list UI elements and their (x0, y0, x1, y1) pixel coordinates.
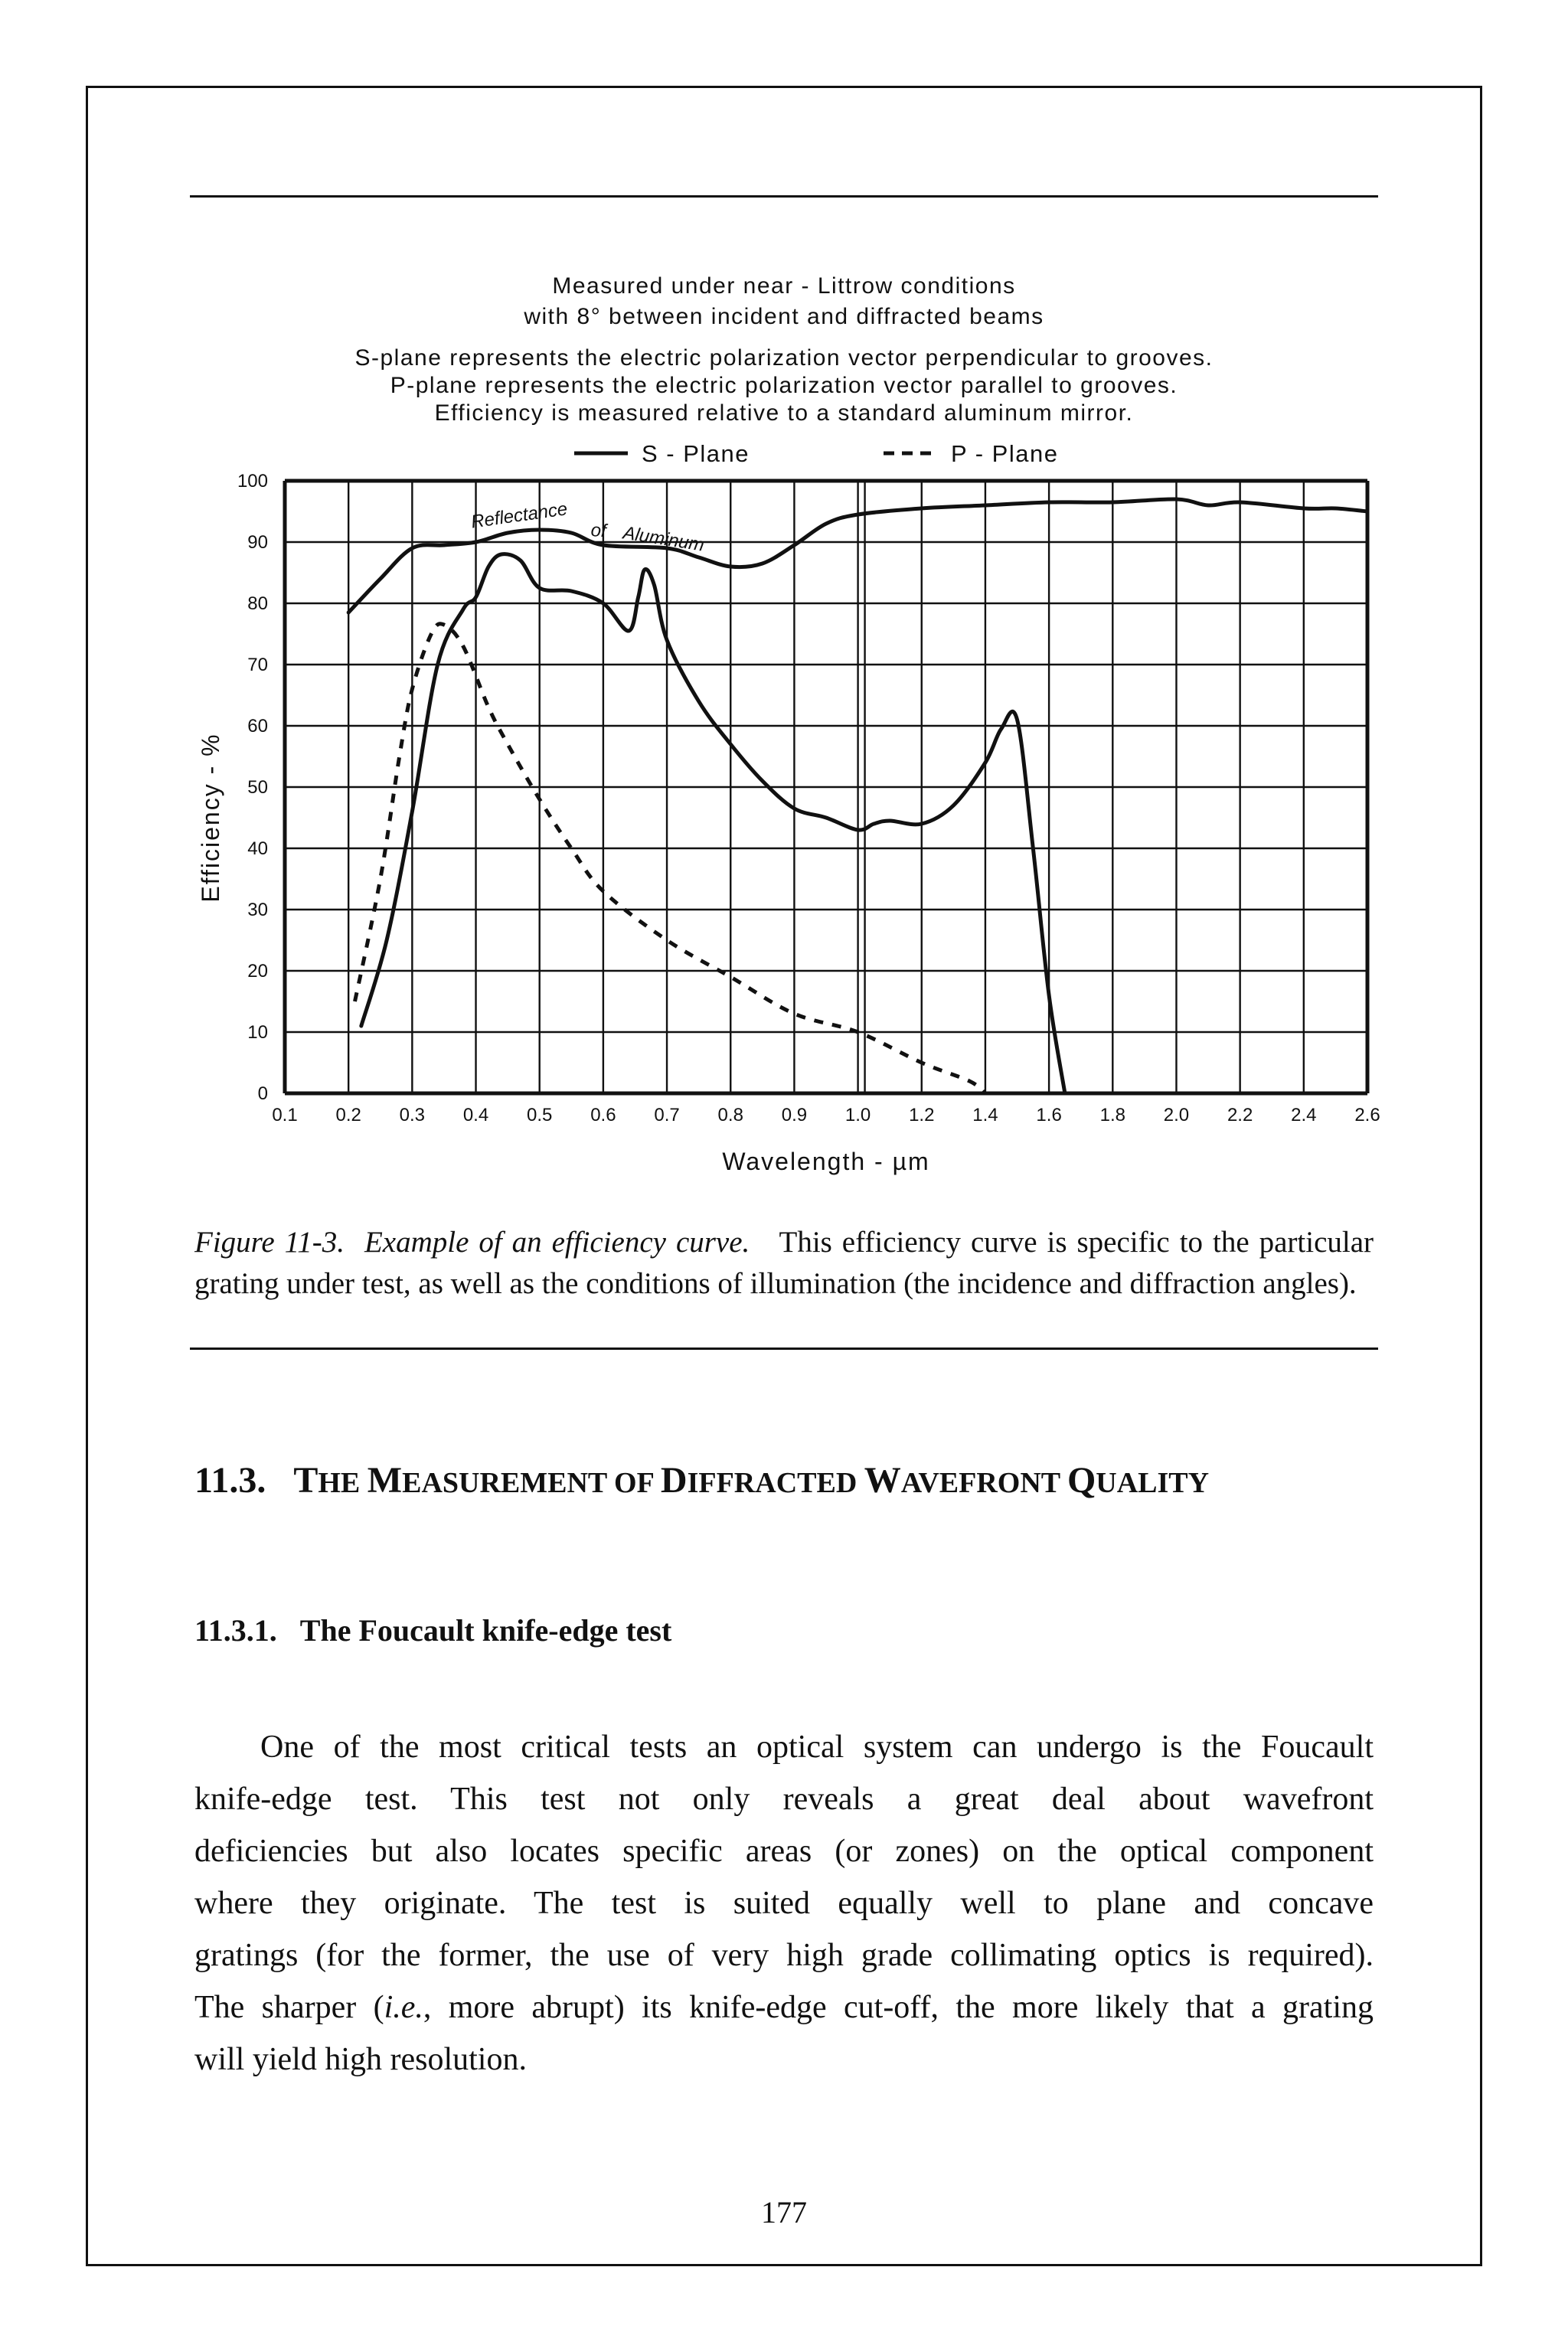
p-plane-line (354, 624, 985, 1093)
chart-note-1: Measured under near - Littrow conditions (552, 273, 1016, 299)
x-axis-label: Wavelength - µm (722, 1148, 930, 1175)
heading-cap: T (293, 1460, 318, 1501)
x-tick-label: 0.4 (462, 1105, 489, 1125)
heading-small: IFFRACTED (687, 1467, 864, 1499)
section-heading (194, 1459, 1209, 1501)
paragraph-line: gratings (for the former, the use of very high grade collimating optics is required). (194, 1938, 1374, 1973)
x-tick-label: 0.5 (527, 1105, 553, 1125)
body-paragraph (194, 1721, 1374, 2086)
y-tick-label: 30 (247, 900, 268, 920)
x-tick-label: 1.0 (844, 1105, 871, 1125)
x-tick-label: 2.4 (1291, 1105, 1317, 1125)
x-tick-label: 1.2 (909, 1105, 935, 1125)
caption-rule (190, 1348, 1378, 1350)
x-tick-label: 0.9 (781, 1105, 808, 1125)
x-tick-label: 2.2 (1227, 1105, 1253, 1125)
x-tick-label: 0.3 (399, 1105, 426, 1125)
x-tick-label: 0.1 (272, 1105, 298, 1125)
chart-note-3: S-plane represents the electric polarization vector perpendicular to grooves. (354, 345, 1214, 371)
subsection-title: The Foucault knife-edge test (299, 1613, 672, 1648)
subsection-number: 11.3.1. (194, 1613, 277, 1648)
top-rule (190, 195, 1378, 198)
paragraph-text: , more abrupt) its knife-edge cut-off, the more likely that a grating (423, 1990, 1374, 2025)
heading-small: UALITY (1096, 1467, 1210, 1499)
heading-small: AVEFRONT (900, 1467, 1067, 1499)
y-tick-label: 10 (247, 1022, 268, 1043)
paragraph-line: deficiencies but also locates specific areas (or zones) on the optical component (194, 1834, 1374, 1869)
y-tick-label: 20 (247, 961, 268, 982)
x-tick-label: 0.8 (717, 1105, 743, 1125)
x-tick-label: 0.6 (590, 1105, 616, 1125)
x-tick-label: 1.6 (1036, 1105, 1062, 1125)
s-plane-line (361, 554, 1065, 1093)
heading-cap: D (660, 1460, 688, 1501)
paragraph-line: knife-edge test. This test not only reveals a great deal about wavefront (194, 1782, 1374, 1817)
paragraph-text: The sharper ( (194, 1990, 384, 2025)
caption-text: This efficiency curve is specific to the particular grating under test, as well as the conditions of illumination (the incidence and diffraction angles). (194, 1226, 1374, 1300)
y-tick-label: 60 (247, 716, 268, 737)
efficiency-chart (176, 436, 1416, 1202)
annotation-of: of (590, 520, 607, 542)
heading-small: HE (318, 1467, 368, 1499)
paragraph-line: where they originate. The test is suited equally well to plane and concave (194, 1886, 1374, 1921)
caption-title: Example of an efficiency curve. (364, 1226, 750, 1259)
chart-note-4: P-plane represents the electric polarization vector parallel to grooves. (390, 373, 1178, 398)
paragraph-italic: i.e. (384, 1990, 423, 2025)
y-tick-label: 40 (247, 838, 268, 859)
heading-small: EASUREMENT OF (402, 1467, 661, 1499)
x-tick-label: 0.7 (654, 1105, 680, 1125)
y-tick-label: 0 (257, 1083, 268, 1104)
y-tick-label: 100 (237, 471, 268, 492)
y-tick-label: 50 (247, 777, 268, 798)
annotation-aluminum: Aluminum (621, 522, 706, 556)
heading-cap: W (864, 1460, 901, 1501)
legend-p-plane: P - Plane (951, 440, 1059, 467)
chart-note-2: with 8° between incident and diffracted beams (524, 304, 1044, 329)
x-tick-label: 1.8 (1099, 1105, 1125, 1125)
x-tick-label: 0.2 (335, 1105, 361, 1125)
y-axis-label: Efficiency - % (197, 733, 224, 903)
subsection-heading (194, 1612, 671, 1648)
y-tick-label: 90 (247, 532, 268, 553)
section-number: 11.3. (194, 1460, 266, 1501)
caption-label: Figure 11-3. (194, 1226, 345, 1259)
paragraph-line (194, 1981, 1374, 2034)
heading-cap: M (367, 1460, 403, 1501)
x-tick-label: 2.0 (1163, 1105, 1190, 1125)
annotation-reflectance: Reflectance (469, 498, 569, 533)
y-tick-label: 80 (247, 593, 268, 614)
legend-s-plane: S - Plane (642, 440, 750, 467)
paragraph-line: will yield high resolution. (194, 2042, 527, 2077)
x-tick-label: 2.6 (1354, 1105, 1380, 1125)
y-tick-label: 70 (247, 655, 268, 675)
paragraph-line: One of the most critical tests an optical system can undergo is the Foucault (260, 1730, 1374, 1765)
x-tick-label: 1.4 (972, 1105, 998, 1125)
page-number: 177 (761, 2195, 807, 2230)
figure-caption (194, 1222, 1374, 1305)
heading-cap: Q (1067, 1460, 1096, 1501)
chart-note-5: Efficiency is measured relative to a standard aluminum mirror. (434, 400, 1134, 426)
